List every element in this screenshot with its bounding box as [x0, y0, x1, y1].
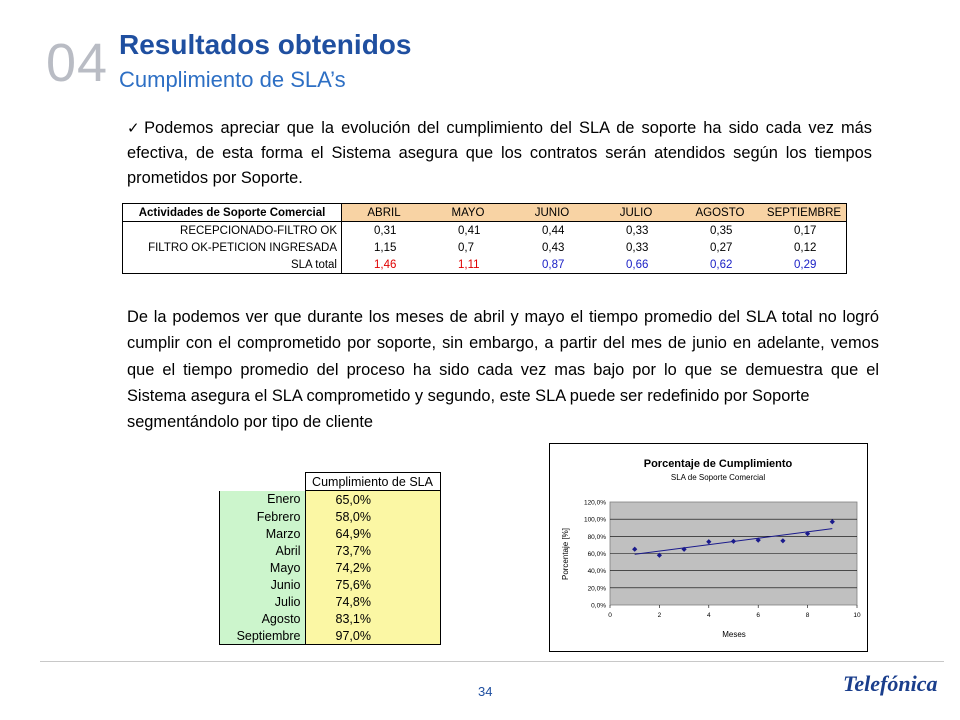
chart-y-tick-label: 80,0%	[587, 533, 606, 541]
cumplimiento-header: Cumplimiento de SLA	[305, 473, 440, 491]
sla-row-label: FILTRO OK-PETICION INGRESADA	[123, 239, 342, 256]
chart-x-tick-label: 6	[756, 612, 761, 619]
table-row	[220, 525, 441, 542]
month-value: 73,7%	[305, 542, 440, 559]
chart-y-tick-label: 0,0%	[591, 602, 606, 610]
telefonica-logo: Telefónica	[843, 671, 938, 696]
table-row	[220, 627, 441, 645]
month-label: Enero	[220, 491, 306, 509]
sla-cell: 0,43	[542, 241, 565, 254]
sla-cell: 0,41	[458, 224, 481, 237]
sla-cell: 0,35	[710, 224, 733, 237]
sla-month-header: JULIO	[594, 204, 678, 222]
month-label: Abril	[220, 542, 306, 559]
sla-total-cell: 1,46	[342, 256, 427, 274]
sla-total-label: SLA total	[123, 256, 342, 274]
cumplimiento-chart	[549, 443, 868, 652]
table-row	[220, 593, 441, 610]
paragraph-analysis-last-line: segmentándolo por tipo de cliente	[127, 413, 374, 432]
table-row	[220, 559, 441, 576]
page-title: Resultados obtenidos	[119, 29, 412, 60]
chart-y-tick-label: 40,0%	[587, 568, 606, 576]
chart-svg	[550, 444, 867, 651]
sla-cell: 0,44	[542, 224, 565, 237]
sla-table-header	[123, 204, 847, 222]
chart-x-tick-label: 8	[805, 612, 810, 619]
cumplimiento-table	[219, 472, 441, 645]
sla-cell: 0,27	[710, 241, 733, 254]
table-row	[220, 610, 441, 627]
month-value: 74,8%	[305, 593, 440, 610]
sla-total-cell: 0,62	[678, 256, 762, 274]
month-value: 58,0%	[305, 508, 440, 525]
month-label: Septiembre	[220, 627, 306, 645]
month-label: Mayo	[220, 559, 306, 576]
sla-month-header: MAYO	[426, 204, 510, 222]
sla-header-label: Actividades de Soporte Comercial	[123, 204, 342, 222]
month-value: 97,0%	[305, 627, 440, 645]
paragraph-evolution-text: Podemos apreciar que la evolución del cumplimiento del SLA de soporte ha sido cada vez más efectiva, de esta forma el Sistema asegura que los contratos serán atendidos según los tiempos prometidos por Soporte.	[127, 119, 872, 187]
sla-cell: 0,31	[374, 224, 397, 237]
chart-x-tick-label: 10	[853, 612, 861, 619]
sla-month-header: SEPTIEMBRE	[762, 204, 847, 222]
sla-table	[122, 203, 847, 274]
table-row	[220, 508, 441, 525]
sla-cell: 1,15	[374, 241, 397, 254]
chart-ylabel: Porcentaje [%]	[561, 527, 570, 581]
page-number: 34	[478, 684, 493, 699]
table-row	[123, 239, 847, 256]
paragraph-analysis	[127, 304, 879, 435]
sla-cell: 0,33	[626, 224, 649, 237]
chart-y-tick-label: 20,0%	[587, 585, 606, 593]
sla-cell: 0,17	[762, 222, 847, 240]
table-row	[220, 576, 441, 593]
footer-divider	[40, 661, 944, 662]
month-value: 75,6%	[305, 576, 440, 593]
month-label: Febrero	[220, 508, 306, 525]
paragraph-analysis-text: De la podemos ver que durante los meses de abril y mayo el tiempo promedio del SLA total no logró cumplir con el comprometido por soporte, sin embargo, a partir del mes de junio en adelante, vemos que el tiempo promedio del proceso ha sido cada vez mas bajo por lo que se demuestra que el Sistema asegura el SLA comprometido y segundo, este SLA puede ser redefinido por Soporte	[127, 308, 879, 405]
cumplimiento-header-row	[220, 473, 441, 491]
sla-total-cell: 0,29	[762, 256, 847, 274]
sla-total-cell: 0,87	[510, 256, 594, 274]
month-value: 64,9%	[305, 525, 440, 542]
sla-row-label: RECEPCIONADO-FILTRO OK	[123, 222, 342, 240]
chart-x-tick-label: 0	[608, 612, 612, 619]
paragraph-evolution	[127, 116, 872, 191]
sla-cell: 0,33	[626, 241, 649, 254]
chart-title: Porcentaje de Cumplimiento	[643, 458, 793, 470]
sla-month-header: AGOSTO	[678, 204, 762, 222]
sla-month-header: ABRIL	[342, 204, 427, 222]
month-label: Agosto	[220, 610, 306, 627]
table-row	[220, 542, 441, 559]
sla-total-cell: 1,11	[426, 256, 510, 274]
month-label: Junio	[220, 576, 306, 593]
chart-xlabel: Meses	[722, 630, 746, 639]
table-row	[220, 491, 441, 509]
sla-month-header: JUNIO	[510, 204, 594, 222]
page-subtitle: Cumplimiento de SLA’s	[119, 67, 346, 92]
month-label: Julio	[220, 593, 306, 610]
checkmark-icon: ✓	[127, 120, 143, 137]
month-label: Marzo	[220, 525, 306, 542]
sla-cell: 0,7	[458, 241, 474, 254]
chart-subtitle: SLA de Soporte Comercial	[670, 473, 766, 482]
table-row	[123, 222, 847, 240]
chart-y-tick-label: 120,0%	[583, 499, 606, 507]
chart-x-tick-label: 2	[657, 612, 662, 619]
month-value: 74,2%	[305, 559, 440, 576]
month-value: 65,0%	[305, 491, 440, 509]
chart-x-tick-label: 4	[706, 612, 711, 619]
month-value: 83,1%	[305, 610, 440, 627]
cumplimiento-blank-cell	[220, 473, 306, 491]
table-row	[123, 256, 847, 274]
chart-y-tick-label: 100,0%	[583, 516, 606, 524]
slide-number: 04	[46, 33, 109, 93]
sla-total-cell: 0,66	[594, 256, 678, 274]
chart-y-tick-label: 60,0%	[587, 551, 606, 558]
sla-cell: 0,12	[762, 239, 847, 256]
